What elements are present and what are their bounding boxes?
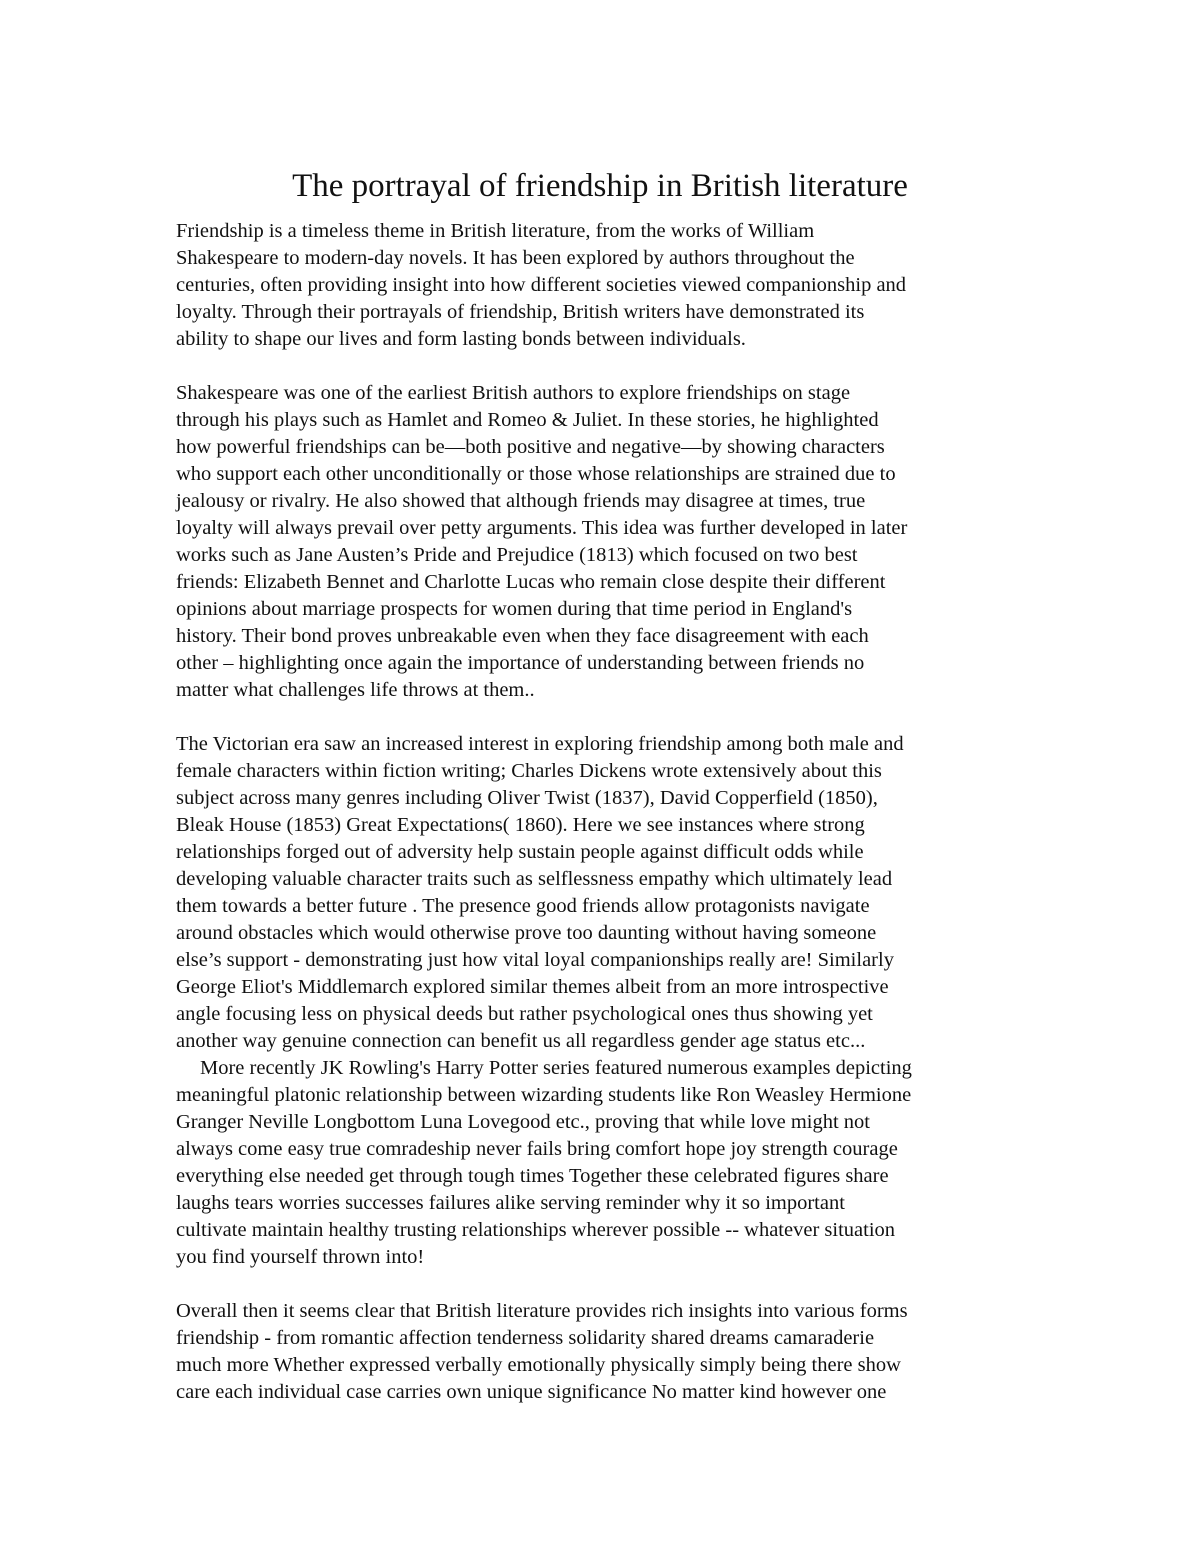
text-line: care each individual case carries own unique significance No matter kind however one: [176, 1381, 887, 1403]
text-line: jealousy or rivalry. He also showed that although friends may disagree at times, true: [176, 490, 866, 512]
text-line: Friendship is a timeless theme in British literature, from the works of William: [176, 220, 815, 242]
document-body: [176, 218, 1036, 1406]
text-line: Granger Neville Longbottom Luna Lovegood etc., proving that while love might not: [176, 1111, 870, 1133]
text-line: angle focusing less on physical deeds but rather psychological ones thus showing yet: [176, 1003, 873, 1025]
document-title: The portrayal of friendship in British literature: [292, 168, 908, 204]
text-line: centuries, often providing insight into how different societies viewed companionship and: [176, 274, 907, 296]
text-line: them towards a better future . The presence good friends allow protagonists navigate: [176, 895, 870, 917]
paragraph-spacer: [176, 704, 1036, 731]
text-line: laughs tears worries successes failures alike serving reminder why it so important: [176, 1192, 845, 1214]
text-line: much more Whether expressed verbally emotionally physically simply being there show: [176, 1354, 901, 1376]
paragraph: [176, 1298, 1036, 1406]
text-line: subject across many genres including Oliver Twist (1837), David Copperfield (1850),: [176, 787, 878, 809]
text-line: Bleak House (1853) Great Expectations( 1860). Here we see instances where strong: [176, 814, 865, 836]
text-line: opinions about marriage prospects for women during that time period in England's: [176, 598, 853, 620]
text-line: always come easy true comradeship never fails bring comfort hope joy strength courage: [176, 1138, 898, 1160]
text-line: Shakespeare to modern-day novels. It has been explored by authors throughout the: [176, 247, 855, 269]
text-line: everything else needed get through tough times Together these celebrated figures share: [176, 1165, 889, 1187]
text-line: meaningful platonic relationship between wizarding students like Ron Weasley Hermione: [176, 1084, 912, 1106]
text-line: how powerful friendships can be—both positive and negative—by showing characters: [176, 436, 885, 458]
paragraph: [176, 380, 1036, 704]
paragraph: [176, 731, 1036, 1055]
text-line: who support each other unconditionally or those whose relationships are strained due to: [176, 463, 896, 485]
text-line: female characters within fiction writing; Charles Dickens wrote extensively about this: [176, 760, 882, 782]
text-line: loyalty will always prevail over petty arguments. This idea was further developed in later: [176, 517, 908, 539]
text-line: The Victorian era saw an increased interest in exploring friendship among both male and: [176, 733, 904, 755]
text-line: else’s support - demonstrating just how vital loyal companionships really are! Similarly: [176, 949, 894, 971]
text-line: another way genuine connection can benefit us all regardless gender age status etc...: [176, 1030, 866, 1052]
text-line: around obstacles which would otherwise prove too daunting without having someone: [176, 922, 877, 944]
text-line: developing valuable character traits such as selflessness empathy which ultimately lead: [176, 868, 893, 890]
text-line: loyalty. Through their portrayals of friendship, British writers have demonstrated its: [176, 301, 865, 323]
text-line: ability to shape our lives and form lasting bonds between individuals.: [176, 328, 746, 350]
text-line: works such as Jane Austen’s Pride and Prejudice (1813) which focused on two best: [176, 544, 858, 566]
text-line: Shakespeare was one of the earliest British authors to explore friendships on stage: [176, 382, 851, 404]
text-line: George Eliot's Middlemarch explored similar themes albeit from an more introspective: [176, 976, 889, 998]
text-line: you find yourself thrown into!: [176, 1246, 425, 1268]
text-line: matter what challenges life throws at them..: [176, 679, 535, 701]
text-line: Overall then it seems clear that British literature provides rich insights into various forms: [176, 1300, 908, 1322]
paragraph: [176, 1055, 1036, 1271]
paragraph-spacer: [176, 353, 1036, 380]
text-line: through his plays such as Hamlet and Romeo & Juliet. In these stories, he highlighted: [176, 409, 879, 431]
paragraph: [176, 218, 1036, 353]
text-line: history. Their bond proves unbreakable even when they face disagreement with each: [176, 625, 869, 647]
text-line: friendship - from romantic affection tenderness solidarity shared dreams camaraderie: [176, 1327, 875, 1349]
text-line: friends: Elizabeth Bennet and Charlotte Lucas who remain close despite their different: [176, 571, 886, 593]
text-line: other – highlighting once again the importance of understanding between friends no: [176, 652, 865, 674]
text-line: relationships forged out of adversity help sustain people against difficult odds while: [176, 841, 864, 863]
text-line: cultivate maintain healthy trusting relationships wherever possible -- whatever situation: [176, 1219, 896, 1241]
text-line: More recently JK Rowling's Harry Potter series featured numerous examples depicting: [200, 1057, 912, 1079]
paragraph-spacer: [176, 1271, 1036, 1298]
